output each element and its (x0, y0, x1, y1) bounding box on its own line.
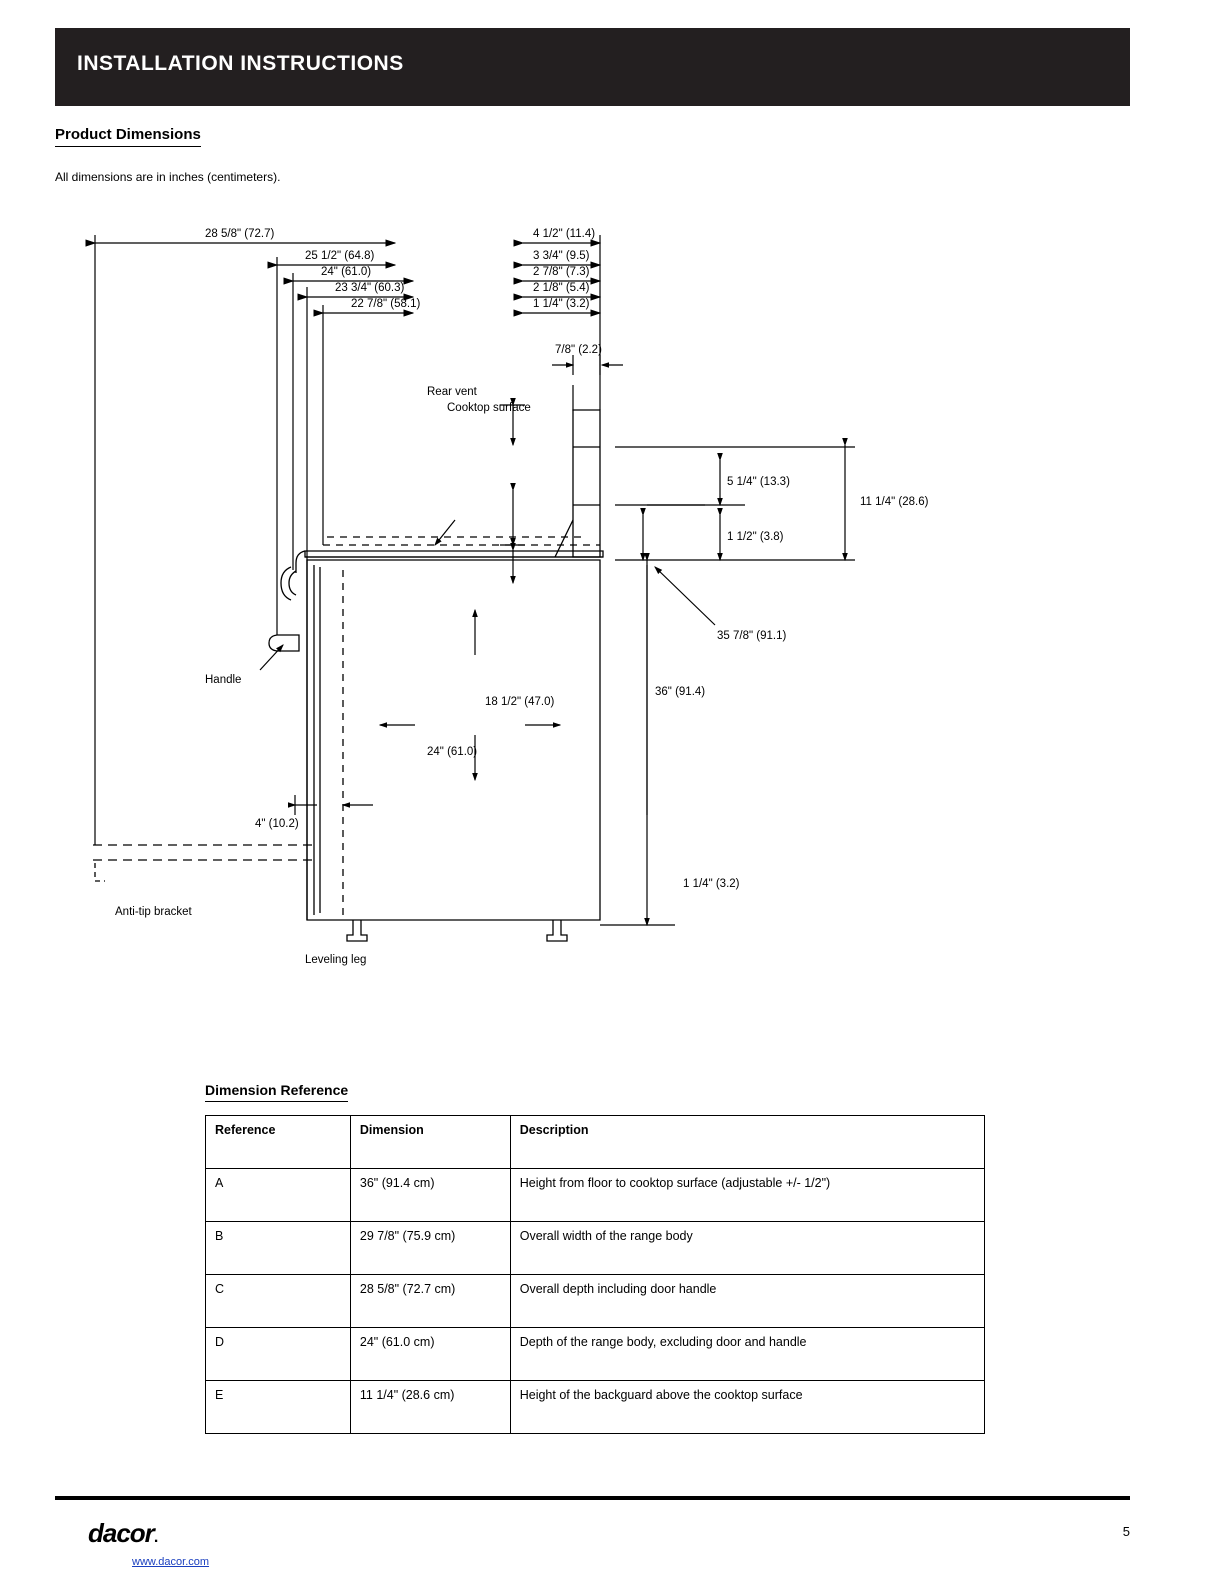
label-depth-body: 24" (61.0) (321, 266, 372, 278)
label-oven-cavity-height: 18 1/2" (47.0) (485, 696, 555, 708)
cell-reference: C (206, 1275, 351, 1328)
cell-description: Overall width of the range body (510, 1222, 984, 1275)
label-rear-vent: Rear vent (427, 386, 477, 398)
label-rear-c: 2 7/8" (7.3) (533, 266, 590, 278)
cell-dimension: 28 5/8" (72.7 cm) (350, 1275, 510, 1328)
table-row (206, 1222, 985, 1275)
table-row (206, 1275, 985, 1328)
label-oven-cavity-width: 24" (61.0) (427, 746, 478, 758)
label-control-panel-height: 5 1/4" (13.3) (727, 476, 790, 488)
cell-description: Overall depth including door handle (510, 1275, 984, 1328)
cell-reference: D (206, 1328, 351, 1381)
page-number: 5 (1122, 1524, 1130, 1539)
cell-dimension: 11 1/4" (28.6 cm) (350, 1381, 510, 1434)
cell-dimension: 36" (91.4 cm) (350, 1169, 510, 1222)
label-rear-a: 4 1/2" (11.4) (533, 228, 596, 240)
section-note: All dimensions are in inches (centimeters). (55, 170, 281, 184)
label-floor-to-bottom: 1 1/4" (3.2) (683, 878, 740, 890)
table-heading: Dimension Reference (205, 1082, 348, 1102)
label-depth-door-front: 25 1/2" (64.8) (305, 250, 375, 262)
column-header-description: Description (510, 1116, 984, 1169)
label-overall-depth: 28 5/8" (72.7) (205, 228, 275, 240)
column-header-dimension: Dimension (350, 1116, 510, 1169)
cell-description: Height of the backguard above the cooktop surface (510, 1381, 984, 1434)
dacor-logo: dacor. (88, 1518, 158, 1548)
table-header-row (206, 1116, 985, 1169)
table-row (206, 1328, 985, 1381)
table-row (206, 1381, 985, 1434)
cell-description: Height from floor to cooktop surface (adjustable +/- 1/2") (510, 1169, 984, 1222)
label-backguard-height: 11 1/4" (28.6) (860, 496, 929, 508)
label-rear-e: 1 1/4" (3.2) (533, 298, 590, 310)
label-backguard-thickness: 7/8" (2.2) (555, 344, 602, 356)
cell-reference: A (206, 1169, 351, 1222)
label-depth-cutout: 23 3/4" (60.3) (335, 282, 405, 294)
label-depth-rear: 22 7/8" (58.1) (351, 298, 421, 310)
header-bar (55, 28, 1130, 106)
cell-reference: B (206, 1222, 351, 1275)
cell-description: Depth of the range body, excluding door and handle (510, 1328, 984, 1381)
dimension-table (205, 1115, 985, 1434)
footer-website-link[interactable]: www.dacor.com (132, 1556, 210, 1568)
table-row (206, 1169, 985, 1222)
label-cooktop-surface: Cooktop surface (447, 402, 531, 414)
cell-dimension: 29 7/8" (75.9 cm) (350, 1222, 510, 1275)
label-toe-kick: 4" (10.2) (255, 818, 299, 830)
label-cooktop-to-top: 1 1/2" (3.8) (727, 531, 784, 543)
label-leveling-leg: Leveling leg (305, 954, 367, 966)
product-dimension-diagram (55, 215, 1135, 975)
label-cooktop-height: 36" (91.4) (655, 686, 706, 698)
label-rear-b: 3 3/4" (9.5) (533, 250, 590, 262)
footer-divider (55, 1496, 1130, 1500)
section-heading: Product Dimensions (55, 126, 201, 147)
label-handle: Handle (205, 674, 242, 686)
label-rear-d: 2 1/8" (5.4) (533, 282, 590, 294)
label-counter-height: 35 7/8" (91.1) (717, 630, 787, 642)
cell-dimension: 24" (61.0 cm) (350, 1328, 510, 1381)
label-anti-tip-bracket: Anti-tip bracket (115, 906, 192, 918)
column-header-reference: Reference (206, 1116, 351, 1169)
cell-reference: E (206, 1381, 351, 1434)
header-title: INSTALLATION INSTRUCTIONS (77, 52, 404, 75)
